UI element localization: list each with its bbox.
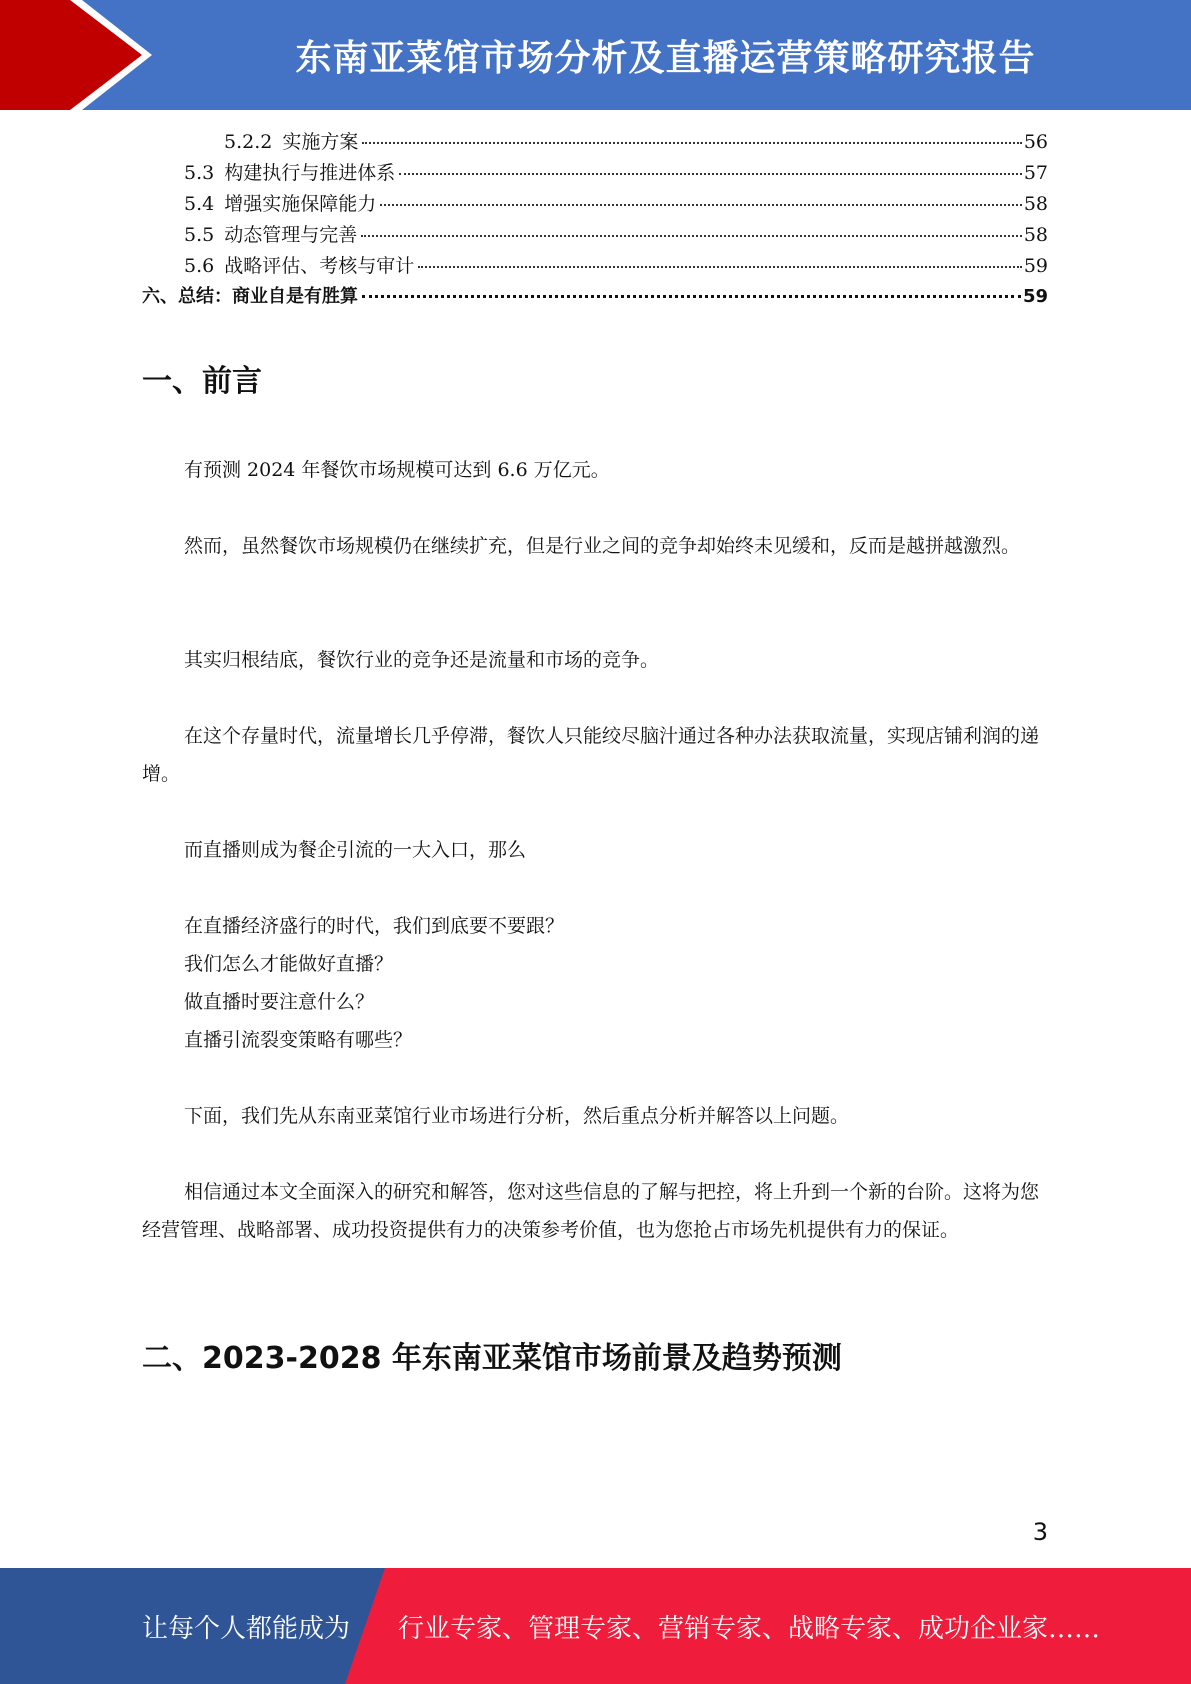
section-heading-forecast: 二、2023-2028 年东南亚菜馆市场前景及趋势预测 <box>142 1341 842 1376</box>
toc-entry-page: 58 <box>1023 224 1048 246</box>
toc-entry-title: 六、总结：商业自是有胜算 <box>142 286 358 307</box>
question-line: 在直播经济盛行的时代，我们到底要不要跟？ <box>184 915 565 937</box>
question-line: 直播引流裂变策略有哪些？ <box>184 1029 413 1051</box>
toc-entry-page: 59 <box>1023 255 1048 277</box>
toc-dot-leader <box>362 295 1021 298</box>
toc-entry-title: 增强实施保障能力 <box>224 193 377 215</box>
question-line: 做直播时要注意什么？ <box>184 991 375 1013</box>
footer-slogan-left: 让每个人都能成为 <box>142 1613 351 1644</box>
toc-dot-leader <box>380 204 1022 206</box>
toc-entry-number: 5.5 <box>184 224 215 246</box>
paragraph: 有预测 2024 年餐饮市场规模可达到 6.6 万亿元。 <box>184 459 610 481</box>
toc-dot-leader <box>399 173 1022 175</box>
section-heading-preface: 一、前言 <box>142 364 262 399</box>
toc-entry-number: 5.6 <box>184 255 215 277</box>
toc-dot-leader <box>418 266 1022 268</box>
header-arrow-icon <box>0 0 142 110</box>
toc-entry-title: 战略评估、考核与审计 <box>224 255 415 277</box>
toc-entry[interactable] <box>142 158 1048 189</box>
toc-entry-title: 构建执行与推进体系 <box>224 162 396 184</box>
toc-entry[interactable] <box>142 251 1048 282</box>
toc-entry[interactable] <box>142 189 1048 220</box>
paragraph: 相信通过本文全面深入的研究和解答，您对这些信息的了解与把控，将上升到一个新的台阶。这将为您经营管理、战略部署、成功投资提供有力的决策参考价值，也为您抢占市场先机提供有力的保证。 <box>142 1181 1040 1241</box>
toc-entry-number: 5.3 <box>184 162 215 184</box>
paragraph: 在这个存量时代，流量增长几乎停滞，餐饮人只能绞尽脑汁通过各种办法获取流量，实现店铺利润的递增。 <box>142 725 1040 785</box>
toc-dot-leader <box>361 235 1022 237</box>
footer-slogan-right: 行业专家、管理专家、营销专家、战略专家、成功企业家…… <box>398 1613 1101 1644</box>
toc-entry-number: 5.2.2 <box>224 131 273 153</box>
toc-entry-title: 实施方案 <box>282 131 359 153</box>
toc-entry[interactable] <box>142 282 1048 313</box>
toc-entry-page: 57 <box>1023 162 1048 184</box>
paragraph: 其实归根结底，餐饮行业的竞争还是流量和市场的竞争。 <box>184 649 660 671</box>
question-line: 我们怎么才能做好直播？ <box>184 953 394 975</box>
paragraph: 然而，虽然餐饮市场规模仍在继续扩充，但是行业之间的竞争却始终未见缓和，反而是越拼越激烈。 <box>184 535 1021 557</box>
toc-entry-page: 58 <box>1023 193 1048 215</box>
report-title: 东南亚菜馆市场分析及直播运营策略研究报告 <box>295 37 1036 79</box>
toc-dot-leader <box>362 142 1021 144</box>
page-footer <box>0 1568 1191 1684</box>
table-of-contents <box>142 127 1048 313</box>
toc-entry-title: 动态管理与完善 <box>224 224 358 246</box>
paragraph: 而直播则成为餐企引流的一大入口，那么 <box>184 839 527 861</box>
page-header <box>0 0 1191 110</box>
toc-entry-number: 5.4 <box>184 193 215 215</box>
toc-entry-page: 56 <box>1023 131 1048 153</box>
toc-entry[interactable] <box>142 127 1048 158</box>
toc-entry[interactable] <box>142 220 1048 251</box>
toc-entry-page: 59 <box>1022 286 1048 307</box>
paragraph: 下面，我们先从东南亚菜馆行业市场进行分析，然后重点分析并解答以上问题。 <box>184 1105 850 1127</box>
page-number: 3 <box>1032 1518 1048 1546</box>
